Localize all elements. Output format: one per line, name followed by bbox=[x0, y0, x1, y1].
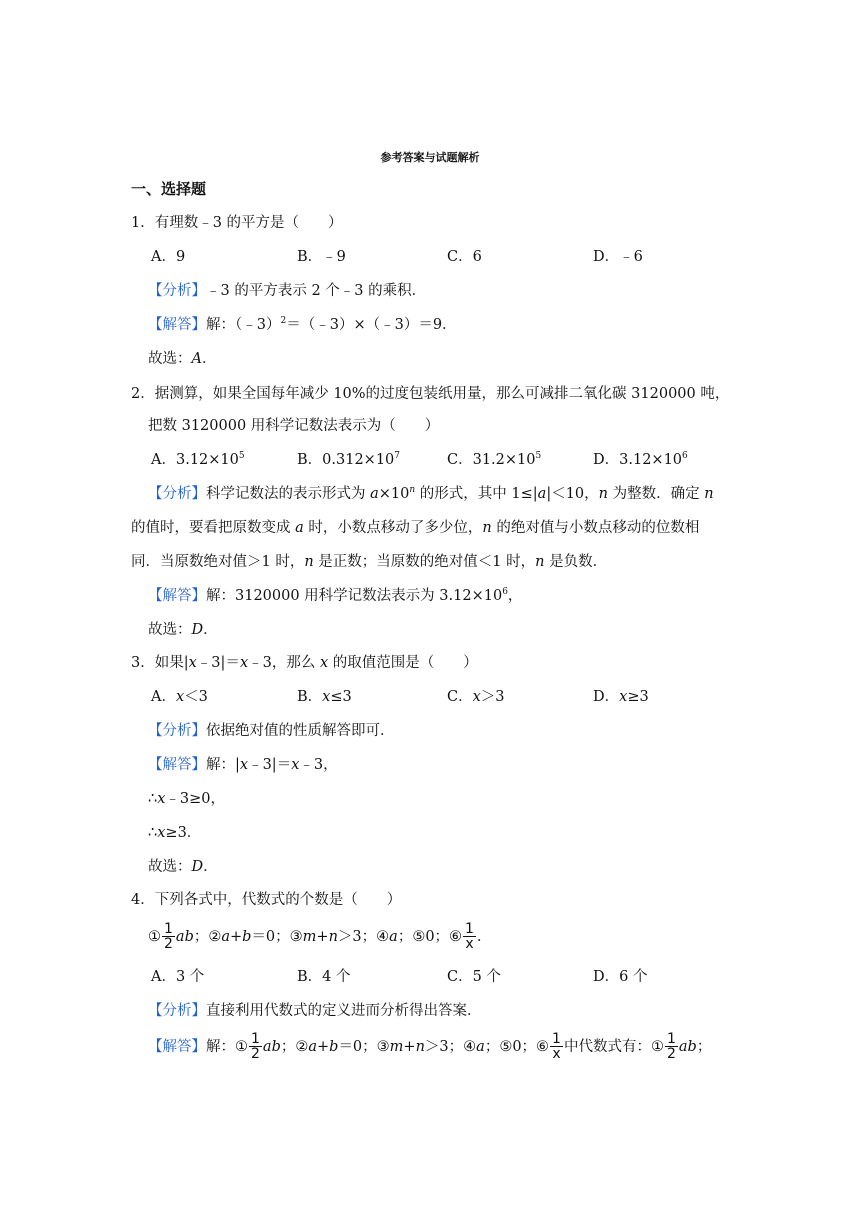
choice-prefix: 故选： bbox=[148, 351, 192, 367]
option-letter: D． bbox=[593, 689, 620, 705]
text: 的取值范围是（ ） bbox=[328, 655, 478, 671]
analysis-tag: 【分析】 bbox=[148, 1003, 206, 1019]
text: ﹣3≥0， bbox=[165, 791, 226, 807]
text: 的值时，要看把原数变成 bbox=[131, 520, 296, 536]
numerator: 1 bbox=[666, 1031, 676, 1047]
choice-suffix: ． bbox=[201, 351, 217, 367]
q4-solution bbox=[148, 1032, 711, 1062]
variable-ab: ab bbox=[678, 1039, 697, 1055]
option-relation: ＜3 bbox=[184, 689, 208, 705]
q3-choice bbox=[148, 857, 218, 877]
option-base: 0.312×10 bbox=[322, 452, 395, 468]
text: 是负数． bbox=[544, 554, 608, 570]
q2-analysis-line-2 bbox=[131, 518, 699, 538]
variable-n: n bbox=[704, 486, 714, 502]
text: ﹣3|＝ bbox=[248, 757, 292, 773]
variable-a: a bbox=[370, 486, 379, 502]
expr-m-plus-n: m+n bbox=[389, 1039, 425, 1055]
text: 3120000 用科学记数法表示为 3.12×10 bbox=[235, 588, 503, 604]
variable-a: a bbox=[295, 520, 304, 536]
denominator: 2 bbox=[164, 936, 173, 952]
solution-tag: 【解答】 bbox=[148, 1039, 206, 1055]
variable-n: n bbox=[535, 554, 545, 570]
separator: ； bbox=[280, 1039, 296, 1055]
text: 0； bbox=[512, 1039, 537, 1055]
text: ﹣3|＝ bbox=[196, 655, 240, 671]
q4-analysis bbox=[148, 1001, 482, 1021]
option-letter: B． bbox=[297, 452, 323, 468]
solve-label: 解： bbox=[206, 588, 235, 604]
question-2-line-2: 把数 3120000 用科学记数法表示为（ ） bbox=[148, 418, 440, 434]
text: 时，小数点移动了多少位， bbox=[303, 520, 483, 536]
numerator: 1 bbox=[552, 1031, 561, 1047]
text: ﹣3，那么 bbox=[248, 655, 320, 671]
q3-solution bbox=[148, 755, 338, 775]
text: 中代数式有： bbox=[563, 1039, 651, 1055]
q1-solution-part: （﹣3） bbox=[235, 317, 281, 333]
q3-analysis-text: 依据绝对值的性质解答即可． bbox=[206, 723, 395, 739]
choice-suffix: ． bbox=[203, 622, 218, 638]
circled-6: ⑥ bbox=[449, 929, 463, 945]
numerator: 1 bbox=[164, 921, 173, 937]
variable-x: x bbox=[322, 689, 331, 705]
circled-4: ④ bbox=[463, 1039, 477, 1055]
text: 是正数；当原数的绝对值＜1 时， bbox=[313, 554, 536, 570]
q4-option-d: D．6 个 bbox=[593, 969, 648, 985]
q2-option-a bbox=[151, 450, 245, 470]
choice-prefix: 故选： bbox=[148, 622, 192, 638]
q4-option-c: C．5 个 bbox=[447, 969, 501, 985]
q1-solution bbox=[148, 315, 457, 335]
option-exponent: 5 bbox=[535, 451, 542, 461]
q2-option-d bbox=[593, 450, 688, 470]
text: ， bbox=[507, 588, 523, 604]
choice-letter: D bbox=[191, 622, 204, 638]
q2-option-c bbox=[447, 450, 541, 470]
q1-choice bbox=[148, 349, 216, 369]
fraction-one-half bbox=[249, 1032, 262, 1062]
variable-x: x bbox=[319, 655, 329, 671]
option-letter: D． bbox=[593, 452, 620, 468]
text: | bbox=[235, 757, 240, 773]
therefore-symbol: ∴ bbox=[148, 791, 158, 807]
choice-suffix: ． bbox=[203, 859, 218, 875]
option-base: 31.2×10 bbox=[472, 452, 536, 468]
choice-letter: A bbox=[191, 351, 202, 367]
variable-n: n bbox=[482, 520, 492, 536]
q1-solution-part: ＝（﹣3）×（﹣3）＝9． bbox=[286, 317, 457, 333]
circled-2: ② bbox=[295, 1039, 309, 1055]
expr-m-plus-n: m+n bbox=[302, 929, 338, 945]
circled-1: ① bbox=[148, 929, 161, 945]
question-4: 4．下列各式中，代数式的个数是（ ） bbox=[131, 892, 402, 908]
solution-tag: 【解答】 bbox=[148, 317, 206, 333]
option-letter: A． bbox=[151, 689, 176, 705]
text: 0； bbox=[425, 929, 450, 945]
separator: ； bbox=[484, 1039, 500, 1055]
option-base: 3.12×10 bbox=[175, 452, 239, 468]
fraction-one-over-x bbox=[463, 922, 476, 952]
exponent: 6 bbox=[502, 587, 508, 597]
text: 3．如果| bbox=[131, 655, 189, 671]
denominator: x bbox=[465, 936, 474, 952]
variable-ab: ab bbox=[175, 929, 194, 945]
analysis-tag: 【分析】 bbox=[148, 723, 206, 739]
solution-tag: 【解答】 bbox=[148, 588, 206, 604]
variable-a: a bbox=[537, 486, 547, 502]
therefore-symbol: ∴ bbox=[148, 825, 158, 841]
page-title: 参考答案与试题解析 bbox=[380, 151, 480, 164]
q3-step-1 bbox=[148, 789, 225, 809]
q1-option-a: A．9 bbox=[151, 249, 186, 265]
option-exponent: 5 bbox=[238, 451, 245, 461]
variable-n: n bbox=[409, 485, 416, 495]
variable-n: n bbox=[304, 554, 314, 570]
text: 的绝对值与小数点移动的位数相 bbox=[491, 520, 700, 536]
variable-x: x bbox=[157, 825, 166, 841]
denominator: 2 bbox=[666, 1046, 676, 1062]
fraction-one-half bbox=[665, 1032, 678, 1062]
text: 科学记数法的表示形式为 bbox=[206, 486, 371, 502]
circled-1: ① bbox=[650, 1039, 664, 1055]
q2-option-b bbox=[297, 450, 400, 470]
text: 的形式，其中 1≤| bbox=[415, 486, 538, 502]
variable-x: x bbox=[619, 689, 628, 705]
question-2-line-1: 2．据测算，如果全国每年减少 10%的过度包装纸用量，那么可减排二氧化碳 3120000 吨， bbox=[131, 386, 730, 402]
analysis-tag: 【分析】 bbox=[148, 283, 206, 299]
numerator: 1 bbox=[251, 1031, 260, 1047]
option-base: 3.12×10 bbox=[619, 452, 683, 468]
q2-choice bbox=[148, 620, 218, 640]
q3-analysis bbox=[148, 721, 395, 741]
option-relation: ＞3 bbox=[480, 689, 505, 705]
q3-step-2 bbox=[148, 823, 201, 843]
circled-1: ① bbox=[235, 1039, 248, 1055]
q4-analysis-text: 直接利用代数式的定义进而分析得出答案． bbox=[206, 1003, 482, 1019]
variable-n: n bbox=[598, 486, 608, 502]
variable-x: x bbox=[157, 791, 166, 807]
choice-prefix: 故选： bbox=[148, 859, 192, 875]
q1-option-c: C．6 bbox=[447, 249, 482, 265]
text: 为整数．确定 bbox=[608, 486, 705, 502]
circled-6: ⑥ bbox=[536, 1039, 550, 1055]
solve-label: 解： bbox=[206, 1039, 235, 1055]
q1-option-b: B．﹣9 bbox=[297, 249, 346, 265]
separator: ； bbox=[193, 929, 209, 945]
text: ×10 bbox=[378, 486, 410, 502]
q1-solution-exponent: 2 bbox=[280, 316, 287, 326]
q1-analysis bbox=[148, 281, 426, 301]
choice-letter: D bbox=[191, 859, 204, 875]
solve-label: 解： bbox=[206, 317, 235, 333]
q3-option-b bbox=[297, 687, 352, 707]
option-relation: ≥3 bbox=[627, 689, 649, 705]
variable-x: x bbox=[291, 757, 300, 773]
circled-3: ③ bbox=[289, 929, 303, 945]
fraction-one-half bbox=[162, 922, 175, 952]
separator: ； bbox=[696, 1039, 712, 1055]
circled-2: ② bbox=[208, 929, 222, 945]
text: 同．当原数绝对值＞1 时， bbox=[131, 554, 305, 570]
q1-option-d: D．﹣6 bbox=[593, 249, 643, 265]
separator: ； bbox=[397, 929, 413, 945]
denominator: 2 bbox=[251, 1046, 260, 1062]
text: ＝0； bbox=[251, 929, 290, 945]
question-1: 1．有理数﹣3 的平方是（ ） bbox=[131, 215, 343, 231]
option-relation: ≤3 bbox=[330, 689, 352, 705]
question-3 bbox=[131, 653, 478, 673]
q4-option-b: B．4 个 bbox=[297, 969, 351, 985]
q2-analysis-line-3 bbox=[131, 552, 607, 572]
variable-x: x bbox=[188, 655, 197, 671]
period: ． bbox=[476, 929, 492, 945]
denominator: x bbox=[552, 1046, 561, 1062]
expr-a-plus-b: a+b bbox=[221, 929, 252, 945]
option-letter: A． bbox=[151, 452, 176, 468]
analysis-tag: 【分析】 bbox=[148, 486, 206, 502]
circled-3: ③ bbox=[376, 1039, 390, 1055]
expr-a-plus-b: a+b bbox=[308, 1039, 339, 1055]
circled-4: ④ bbox=[376, 929, 390, 945]
text: ＝0； bbox=[338, 1039, 377, 1055]
text: ＞3； bbox=[424, 1039, 464, 1055]
variable-a: a bbox=[476, 1039, 485, 1055]
option-letter: B． bbox=[297, 689, 323, 705]
section-title: 一、选择题 bbox=[131, 180, 207, 198]
text: ﹣3， bbox=[299, 757, 338, 773]
q3-option-a bbox=[151, 687, 208, 707]
variable-ab: ab bbox=[262, 1039, 281, 1055]
circled-5: ⑤ bbox=[412, 929, 426, 945]
fraction-one-over-x bbox=[550, 1032, 563, 1062]
solution-tag: 【解答】 bbox=[148, 757, 206, 773]
q2-analysis-line-1 bbox=[148, 484, 714, 504]
solve-label: 解： bbox=[206, 757, 235, 773]
option-exponent: 7 bbox=[394, 451, 401, 461]
circled-5: ⑤ bbox=[499, 1039, 513, 1055]
q1-analysis-text: ﹣3 的平方表示 2 个﹣3 的乘积． bbox=[206, 283, 427, 299]
option-exponent: 6 bbox=[682, 451, 688, 461]
q3-option-c bbox=[447, 687, 505, 707]
q3-option-d bbox=[593, 687, 649, 707]
variable-x: x bbox=[239, 757, 249, 773]
numerator: 1 bbox=[465, 921, 474, 937]
text: ≥3． bbox=[165, 825, 202, 841]
variable-x: x bbox=[175, 689, 185, 705]
text: ＞3； bbox=[337, 929, 377, 945]
option-letter: C． bbox=[447, 689, 473, 705]
variable-x: x bbox=[472, 689, 481, 705]
q4-expressions bbox=[148, 922, 491, 952]
option-letter: C． bbox=[447, 452, 473, 468]
variable-x: x bbox=[239, 655, 249, 671]
q4-option-a: A．3 个 bbox=[151, 969, 205, 985]
q2-solution bbox=[148, 586, 522, 606]
text: |＜10， bbox=[546, 486, 599, 502]
variable-a: a bbox=[389, 929, 398, 945]
